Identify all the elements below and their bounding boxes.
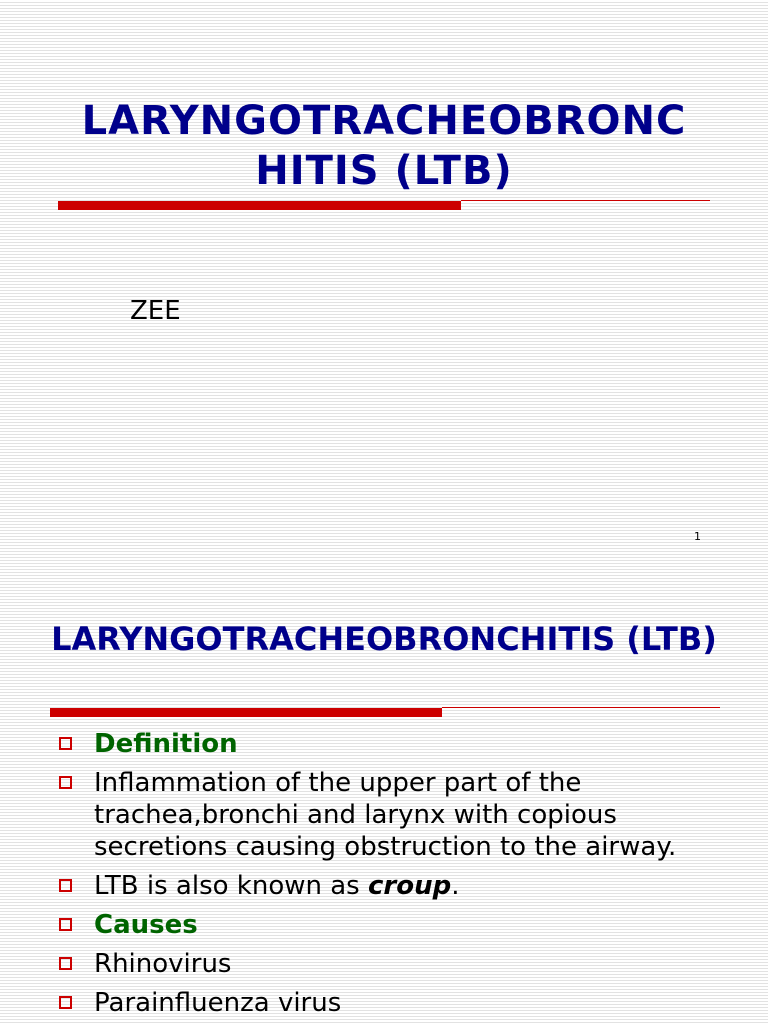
bullet-text-after: . — [451, 871, 460, 901]
title-underline — [50, 707, 720, 717]
bullet-text: Rhinovirus — [94, 949, 232, 979]
bullet-rhinovirus — [58, 948, 738, 980]
author-name: ZEE — [130, 296, 181, 326]
title-underline-thick — [50, 708, 442, 717]
slide-2 — [0, 558, 768, 1024]
bullet-parainfluenza — [58, 987, 738, 1019]
page-number: 1 — [694, 530, 701, 543]
slide-1-title: LARYNGOTRACHEOBRONC HITIS (LTB) — [81, 98, 687, 194]
bullet-emphasis: croup — [368, 871, 452, 901]
hollow-square-icon — [59, 918, 72, 931]
bullet-text: Definition — [94, 729, 238, 759]
title-underline-thin — [442, 707, 720, 708]
bullet-list — [58, 728, 738, 1026]
hollow-square-icon — [59, 879, 72, 892]
bullet-text: Causes — [94, 910, 198, 940]
bullet-definition-text — [58, 767, 738, 863]
bullet-text: Parainfluenza virus — [94, 988, 342, 1018]
bullet-text: Inflammation of the upper part of the trachea,bronchi and larynx with copious secretions causing obstruction to the airway. — [94, 768, 677, 862]
hollow-square-icon — [59, 776, 72, 789]
title-underline-thick — [58, 201, 461, 210]
title-underline — [58, 200, 710, 210]
slide-2-title: LARYNGOTRACHEOBRONCHITIS (LTB) — [51, 620, 717, 658]
bullet-definition-heading — [58, 728, 738, 760]
bullet-causes-heading — [58, 909, 738, 941]
hollow-square-icon — [59, 957, 72, 970]
hollow-square-icon — [59, 737, 72, 750]
hollow-square-icon — [59, 996, 72, 1009]
bullet-text-before: LTB is also known as — [94, 871, 368, 901]
bullet-croup — [58, 870, 738, 902]
title-underline-thin — [461, 200, 710, 201]
